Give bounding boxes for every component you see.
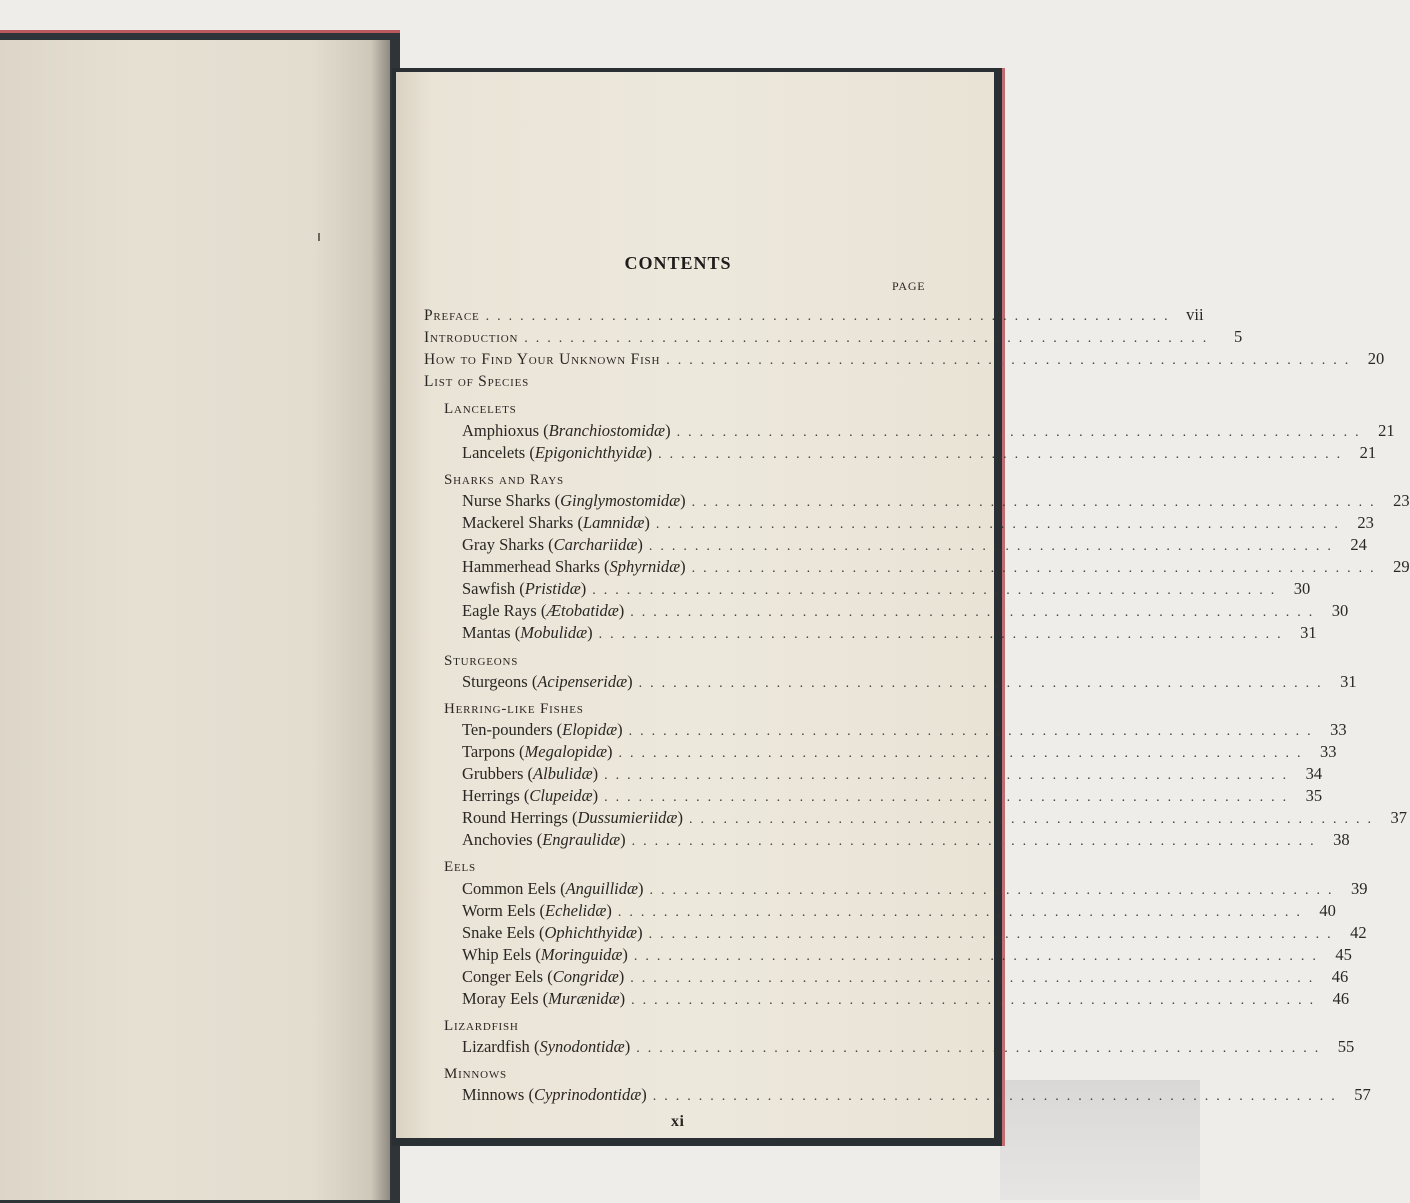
entry-page: 38 — [1333, 830, 1350, 850]
entry-page: 46 — [1332, 989, 1350, 1008]
toc-entry — [424, 304, 1204, 326]
entry-page: 42 — [1350, 922, 1367, 942]
dot-leader: ............................................................ — [628, 723, 1319, 739]
entry-label: Mackerel Sharks (Lamnidæ) — [462, 512, 650, 532]
species-entry — [462, 490, 1410, 512]
dot-leader: ............................................................ — [592, 583, 1283, 599]
common-name: Mantas — [462, 623, 511, 643]
species-entry — [462, 944, 1352, 966]
common-name: Sawfish — [462, 579, 516, 599]
species-entry — [462, 900, 1336, 922]
dot-leader: ............................................................ — [631, 834, 1322, 850]
group-heading: Lancelets — [444, 401, 517, 418]
family-name: Branchiostomidæ — [548, 420, 666, 440]
group-heading: Sharks and Rays — [444, 471, 564, 488]
common-name: Common Eels — [462, 878, 556, 898]
dot-leader: ............................................................ — [638, 675, 1329, 691]
common-name: Whip Eels — [462, 944, 532, 964]
entry-label: Amphioxus (Branchiostomidæ) — [462, 420, 671, 440]
dot-leader: ............................................................ — [633, 948, 1324, 964]
page-column-header: PAGE — [892, 279, 926, 293]
common-name: Round Herrings — [462, 808, 568, 828]
group-heading: Minnows — [444, 1066, 507, 1083]
dot-leader: ............................................................ — [652, 1089, 1343, 1105]
family-name: Mobulidæ — [520, 623, 588, 643]
family-name: Synodontidæ — [539, 1037, 625, 1057]
entry-label: Mantas (Mobulidæ) — [462, 623, 593, 643]
group-heading: Herring-like Fishes — [444, 700, 584, 717]
contents-page — [396, 72, 1410, 1138]
entry-label: Minnows (Cyprinodontidæ) — [462, 1085, 647, 1105]
species-entry — [462, 763, 1323, 785]
species-entry — [462, 741, 1337, 763]
species-list-heading: List of Species — [424, 373, 530, 391]
entry-page: 31 — [1340, 671, 1357, 691]
common-name: Grubbers — [462, 764, 524, 783]
entry-page: 30 — [1293, 579, 1311, 599]
dot-leader: ............................................................ — [524, 331, 1215, 347]
entry-label: Tarpons (Megalopidæ) — [462, 741, 613, 761]
common-name: Worm Eels — [462, 900, 536, 920]
common-name: Ten-pounders — [462, 719, 553, 739]
left-blank-page — [0, 40, 390, 1200]
family-name: Anguillidæ — [565, 878, 639, 898]
common-name: Anchovies — [462, 830, 533, 850]
dot-leader: ............................................................ — [604, 790, 1295, 806]
common-name: Sturgeons — [462, 671, 528, 691]
entry-page: 57 — [1354, 1085, 1371, 1105]
entry-page: 35 — [1305, 786, 1323, 806]
species-entry — [462, 556, 1410, 578]
group-heading: Eels — [444, 859, 476, 876]
dot-leader: ............................................................ — [691, 561, 1382, 577]
entry-label: Conger Eels (Congridæ) — [462, 966, 625, 986]
common-name: Mackerel Sharks — [462, 512, 574, 532]
species-entry — [462, 420, 1395, 442]
species-entry — [462, 922, 1367, 944]
entry-title: How to Find Your Unknown Fish — [424, 351, 661, 369]
entry-page: 21 — [1378, 420, 1395, 440]
common-name: Lancelets — [462, 442, 526, 462]
family-name: Ophichthyidæ — [544, 922, 638, 942]
entry-page: 20 — [1367, 349, 1385, 369]
entry-label: Hammerhead Sharks (Sphyrnidæ) — [462, 557, 686, 577]
entry-page: 24 — [1350, 535, 1367, 554]
species-entry — [462, 622, 1317, 644]
family-name: Albulidæ — [533, 764, 593, 783]
species-entry — [462, 988, 1350, 1010]
entry-page: 46 — [1331, 966, 1349, 986]
family-name: Cyprinodontidæ — [533, 1085, 642, 1105]
toc-entry — [424, 348, 1385, 370]
common-name: Eagle Rays — [462, 601, 537, 621]
entry-label: Ten-pounders (Elopidæ) — [462, 719, 623, 739]
entry-label: Lizardfish (Synodontidæ) — [462, 1037, 631, 1057]
common-name: Tarpons — [462, 741, 515, 761]
dot-leader: ............................................................ — [666, 353, 1357, 369]
common-name: Snake Eels — [462, 922, 535, 942]
entry-label: Round Herrings (Dussumieriidæ) — [462, 808, 683, 828]
group-heading: Lizardfish — [444, 1018, 519, 1035]
species-entry — [462, 785, 1323, 807]
entry-page: 45 — [1335, 944, 1352, 964]
dot-leader: ............................................................ — [676, 424, 1367, 440]
common-name: Moray Eels — [462, 989, 539, 1008]
entry-page: 40 — [1319, 900, 1336, 920]
species-entry — [462, 442, 1377, 464]
entry-page: 39 — [1351, 878, 1368, 898]
dot-leader: ............................................................ — [604, 768, 1295, 783]
entry-label: Eagle Rays (Ætobatidæ) — [462, 601, 625, 621]
entry-page: 23 — [1393, 490, 1410, 510]
common-name: Hammerhead Sharks — [462, 557, 600, 577]
page-speck — [318, 233, 320, 241]
dot-leader: ............................................................ — [648, 539, 1339, 554]
entry-page: 55 — [1337, 1037, 1355, 1057]
dot-leader: ............................................................ — [598, 627, 1289, 643]
entry-label: Grubbers (Albulidæ) — [462, 764, 599, 783]
common-name: Nurse Sharks — [462, 490, 551, 510]
entry-label: Sturgeons (Acipenseridæ) — [462, 671, 633, 691]
species-entry — [462, 578, 1311, 600]
species-entry — [462, 671, 1357, 693]
common-name: Gray Sharks — [462, 535, 545, 554]
species-entry — [462, 966, 1349, 988]
family-name: Ætobatidæ — [546, 601, 619, 621]
family-name: Congridæ — [552, 966, 619, 986]
dot-leader: ............................................................ — [617, 904, 1308, 920]
species-entry — [462, 878, 1368, 900]
species-entry — [462, 807, 1407, 829]
entry-page: 5 — [1233, 327, 1243, 347]
dot-leader: ............................................................ — [630, 605, 1321, 621]
entry-title: Preface — [424, 307, 480, 324]
entry-page: 33 — [1320, 741, 1337, 761]
entry-label: Worm Eels (Echelidæ) — [462, 900, 612, 920]
entry-label: Nurse Sharks (Ginglymostomidæ) — [462, 490, 686, 510]
entry-label: Sawfish (Pristidæ) — [462, 579, 587, 599]
dot-leader: ............................................................ — [691, 494, 1382, 510]
dot-leader: ............................................................ — [631, 993, 1322, 1008]
species-entry — [462, 534, 1367, 556]
entry-label: Moray Eels (Murænidæ) — [462, 989, 626, 1008]
entry-label: Lancelets (Epigonichthyidæ) — [462, 442, 653, 462]
family-name: Echelidæ — [545, 900, 607, 920]
family-name: Ginglymostomidæ — [560, 490, 681, 510]
family-name: Carchariidæ — [553, 535, 638, 554]
dot-leader: ............................................................ — [655, 516, 1346, 532]
dot-leader: ............................................................ — [485, 309, 1176, 324]
family-name: Epigonichthyidæ — [534, 442, 647, 462]
entry-label: Anchovies (Engraulidæ) — [462, 830, 626, 850]
entry-page: 34 — [1305, 764, 1323, 783]
common-name: Herrings — [462, 786, 520, 806]
entry-label: Whip Eels (Moringuidæ) — [462, 944, 628, 964]
species-entry — [462, 1084, 1371, 1106]
entry-page: 30 — [1331, 601, 1349, 621]
family-name: Acipenseridæ — [537, 671, 628, 691]
group-heading: Sturgeons — [444, 652, 519, 669]
dot-leader: ............................................................ — [688, 812, 1379, 828]
entry-label: Snake Eels (Ophichthyidæ) — [462, 922, 643, 942]
entry-page: 21 — [1359, 442, 1377, 462]
entry-page: 31 — [1300, 623, 1317, 643]
common-name: Minnows — [462, 1085, 525, 1105]
common-name: Amphioxus — [462, 420, 540, 440]
entry-page: 37 — [1390, 808, 1407, 828]
entry-label: Gray Sharks (Carchariidæ) — [462, 535, 643, 554]
entry-page: 23 — [1357, 512, 1374, 532]
species-entry — [462, 829, 1350, 851]
family-name: Dussumieriidæ — [577, 808, 678, 828]
family-name: Clupeidæ — [529, 786, 593, 806]
dot-leader: ............................................................ — [618, 745, 1309, 761]
family-name: Elopidæ — [562, 719, 618, 739]
dot-leader: ............................................................ — [648, 926, 1339, 942]
family-name: Murænidæ — [548, 989, 620, 1008]
species-entry — [462, 600, 1349, 622]
dot-leader: ............................................................ — [630, 970, 1321, 986]
entry-page: 33 — [1330, 719, 1347, 739]
family-name: Engraulidæ — [542, 830, 621, 850]
toc-entry — [424, 326, 1243, 348]
family-name: Lamnidæ — [582, 512, 645, 532]
contents-title: CONTENTS — [624, 253, 732, 273]
page-folio: xi — [671, 1113, 685, 1130]
entry-page: 29 — [1393, 557, 1410, 577]
common-name: Conger Eels — [462, 966, 544, 986]
common-name: Lizardfish — [462, 1037, 530, 1057]
species-entry — [462, 512, 1374, 534]
entry-label: Herrings (Clupeidæ) — [462, 786, 599, 806]
dot-leader: ............................................................ — [649, 882, 1340, 898]
entry-label: Common Eels (Anguillidæ) — [462, 878, 644, 898]
family-name: Megalopidæ — [524, 741, 608, 761]
dot-leader: ............................................................ — [658, 446, 1349, 462]
dot-leader: ............................................................ — [636, 1041, 1327, 1057]
entry-page: vii — [1186, 305, 1204, 324]
species-entry — [462, 719, 1347, 741]
entry-title: Introduction — [424, 329, 519, 347]
family-name: Sphyrnidæ — [609, 557, 681, 577]
species-entry — [462, 1036, 1355, 1058]
family-name: Moringuidæ — [540, 944, 623, 964]
family-name: Pristidæ — [524, 579, 581, 599]
